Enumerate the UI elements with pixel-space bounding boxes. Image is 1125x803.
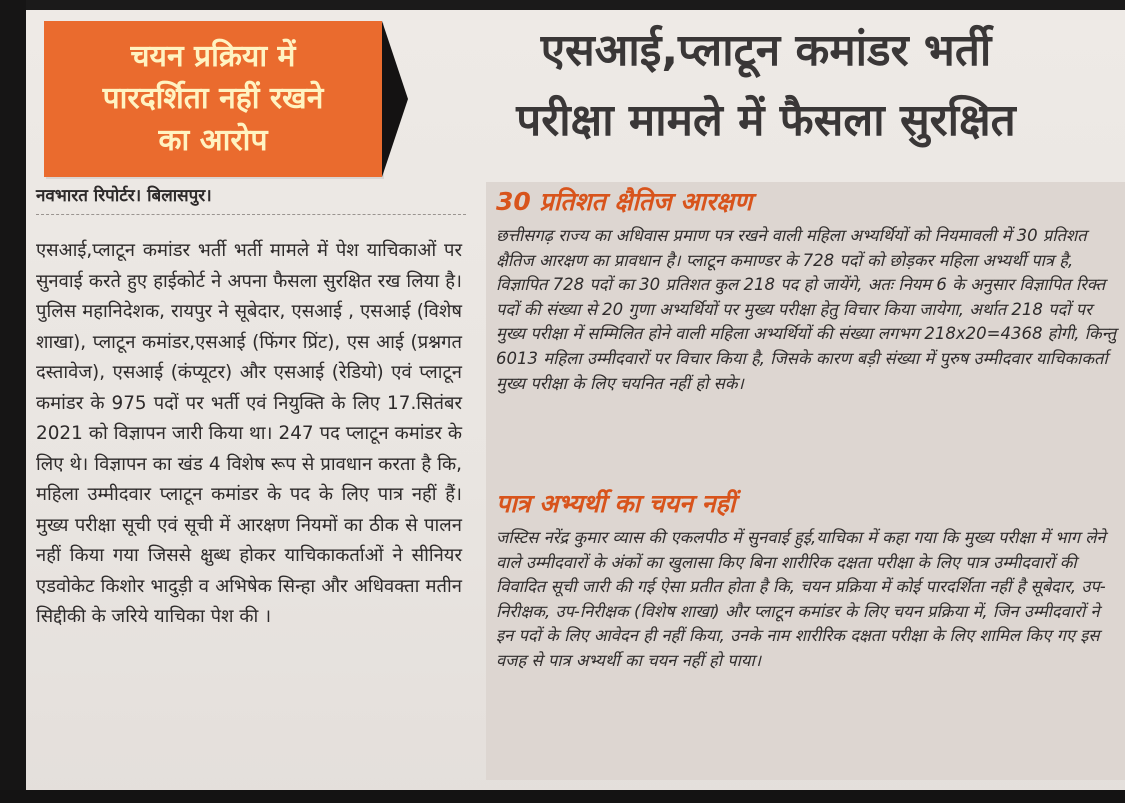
sidebar-text-1: छत्तीसगढ़ राज्य का अधिवास प्रमाण पत्र रखने वाली महिला अभ्यर्थियों को नियमावली में 30 प्रतिशत क्षैतिज आरक्षण का प्रावधान है। प्लाटून कमाण्डर के 728 पदों को छोड़कर महिला अभ्यर्थी पात्र है, विज्ञापित 728 पदों का 30 प्रतिशत कुल 218 पद हो जायेंगे, अतः नियम 6 के अनुसार विज्ञापित रिक्त पदों की संख्या से 20 गुणा अभ्यर्थियों पर मुख्य परीक्षा हेतु विचार किया जायेगा, अर्थात 218 पदों पर मुख्य परीक्षा में सम्मिलित होने वाली महिला अभ्यर्थियों की संख्या लगभग 218x20=4368 होगी, किन्तु 6013 महिला उम्मीदवारों पर विचार किया है, जिसके कारण बड़ी संख्या में पुरुष उम्मीदवार याचिकाकर्ता मुख्य परीक्षा के लिए चयनित नहीं हो सके। <box>496 226 1117 393</box>
photo-border-top <box>0 0 1125 10</box>
kicker-line-3: का आरोप <box>158 123 268 158</box>
photo-border-left <box>0 0 26 803</box>
byline: नवभारत रिपोर्टर। बिलासपुर। <box>36 183 466 215</box>
kicker-box <box>44 21 382 177</box>
headline-line-2: परीक्षा मामले में फैसला सुरक्षित <box>516 95 1016 146</box>
sidebar-text-2: जस्टिस नरेंद्र कुमार व्यास की एकलपीठ में सुनवाई हुई,याचिका में कहा गया कि मुख्य परीक्षा में भाग लेने वाले उम्मीदवारों के अंकों का खुलासा किए बिना शारीरिक दक्षता परीक्षा के लिए पात्र उम्मीदवारों की विवादित सूची जारी की गई ऐसा प्रतीत होता है कि, चयन प्रक्रिया में कोई पारदर्शिता नहीं है सूबेदार, उप-निरीक्षक, उप-निरीक्षक (विशेष शाखा) और प्लाटून कमांडर के लिए चयन प्रक्रिया में, जिन उम्मीदवारों ने इन पदों के लिए आवेदन ही नहीं किया, उनके नाम शारीरिक दक्षता परीक्षा के लिए शामिल किए गए इस वजह से पात्र अभ्यर्थी का चयन नहीं हो पाया। <box>496 528 1106 670</box>
kicker-line-1: चयन प्रक्रिया में <box>130 39 296 74</box>
headline-line-1: एसआई,प्लाटून कमांडर भर्ती <box>540 25 992 76</box>
article-body: एसआई,प्लाटून कमांडर भर्ती भर्ती मामले में पेश याचिकाओं पर सुनवाई करते हुए हाईकोर्ट ने अपना फैसला सुरक्षित रख लिया है। पुलिस महानिदेशक, रायपुर ने सूबेदार, एसआई , एसआई (विशेष शाखा), प्लाटून कमांडर,एसआई (फिंगर प्रिंट), एस आई (प्रश्नगत दस्तावेज), एसआई (कंप्यूटर) और एसआई (रेडियो) एवं प्लाटून कमांडर के 975 पदों पर भर्ती एवं नियुक्ति के लिए 17.सितंबर 2021 को विज्ञापन जारी किया था। 247 पद प्लाटून कमांडर के लिए थे। विज्ञापन का खंड 4 विशेष रूप से प्रावधान करता है कि, महिला उम्मीदवार प्लाटून कमांडर के पद के लिए पात्र नहीं हैं। मुख्य परीक्षा सूची एवं सूची में आरक्षण नियमों का ठीक से पालन नहीं किया गया जिससे क्षुब्ध होकर याचिकाकर्ताओं ने सीनियर एडवोकेट किशोर भादुड़ी व अभिषेक सिन्हा और अधिवक्ता मतीन सिद्दीकी के जरिये याचिका पेश की । <box>36 240 462 627</box>
kicker-line-2: पारदर्शिता नहीं रखने <box>102 81 324 116</box>
sidebar-heading-1: 30 प्रतिशत क्षैतिज आरक्षण <box>496 187 753 216</box>
kicker-arrow-shape <box>382 21 408 177</box>
headline <box>416 16 1116 156</box>
photo-border-bottom <box>0 790 1125 803</box>
sidebar-heading-2: पात्र अभ्यर्थी का चयन नहीं <box>496 489 736 518</box>
